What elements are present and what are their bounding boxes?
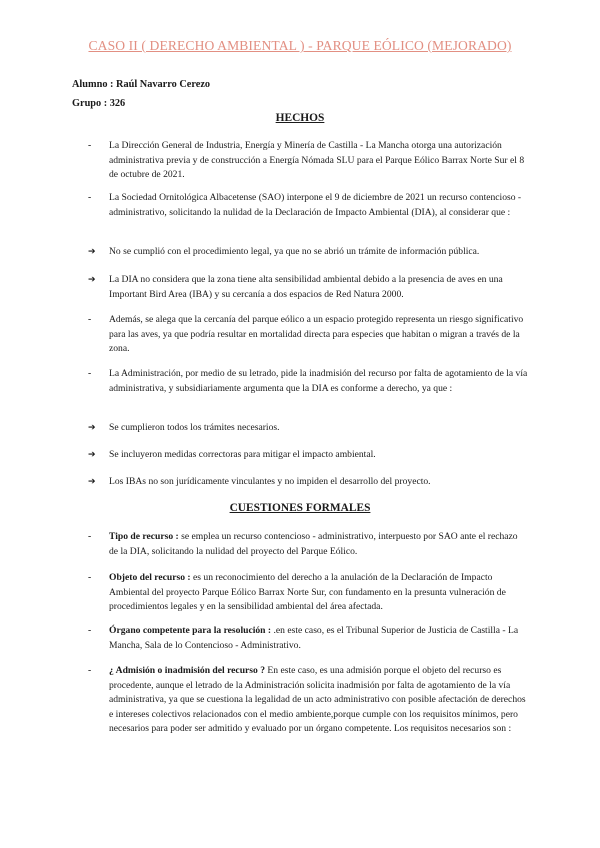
hechos-heading: HECHOS — [275, 112, 325, 124]
cuestiones-item-label: Tipo de recurso : — [109, 531, 179, 542]
hechos-item-text: La Administración, por medio de su letrado, pide la inadmisión del recurso por falta de agotamiento de la vía administrativa, y subsidiariamente argumenta que la DIA es conforme a derecho, ya que : — [109, 368, 528, 394]
cuestiones-item-text: .en este caso, es el Tribunal Superior de Justicia de Castilla - La Mancha, Sala de lo Contencioso - Administrativo. — [109, 625, 519, 651]
dash-bullet: - — [88, 192, 92, 203]
hechos-item-text: La DIA no considera que la zona tiene alta sensibilidad ambiental debido a la presencia de aves en una Important Bird Area (IBA) y su cercanía a dos espacios de Red Natura 2000. — [109, 274, 503, 300]
cuestiones-item-label: Órgano competente para la resolución : — [109, 625, 272, 636]
cuestiones-item-label: ¿ Admisión o inadmisión del recurso ? — [109, 665, 266, 676]
hechos-item-text: No se cumplió con el procedimiento legal, ya que no se abrió un trámite de información pública. — [109, 246, 480, 257]
hechos-item-text: La Dirección General de Industria, Energía y Minería de Castilla - La Mancha otorga una autorización administrativa previa y de construcción a Energía Nómada SLU para el Parque Eólico Barrax Norte Sur el 8 de octubre de 2021. — [109, 140, 525, 181]
arrow-bullet-icon: ➔ — [88, 423, 96, 433]
dash-bullet: - — [88, 140, 92, 151]
group-number: Grupo : 326 — [72, 98, 126, 109]
arrow-bullet-icon: ➔ — [88, 477, 96, 487]
arrow-bullet-icon: ➔ — [88, 247, 96, 257]
hechos-item-text: Los IBAs no son jurídicamente vinculantes y no impiden el desarrollo del proyecto. — [109, 476, 431, 487]
document-title: CASO II ( DERECHO AMBIENTAL ) - PARQUE EÓLICO (MEJORADO) — [88, 38, 512, 53]
cuestiones-heading: CUESTIONES FORMALES — [229, 502, 371, 514]
dash-bullet: - — [88, 572, 92, 583]
student-name: Alumno : Raúl Navarro Cerezo — [72, 79, 211, 90]
cuestiones-item-text: En este caso, es una admisión porque el objeto del recurso es procedente, aunque el letrado de la Administración solicita inadmisión por falta de agotamiento de la vía administrativa, ya que se cuestiona la legalidad de un acto administrativo con posible afectación de derechos e intereses colectivos relacionados con el medio ambiente,porque cumple con los requisitos mínimos, pero necesarios para poder ser admitido y evaluado por un órgano competente. Los requisitos necesarios son : — [109, 665, 526, 735]
dash-bullet: - — [88, 314, 92, 325]
dash-bullet: - — [88, 625, 92, 636]
dash-bullet: - — [88, 665, 92, 676]
hechos-item-text: Se cumplieron todos los trámites necesarios. — [109, 422, 280, 433]
cuestiones-item-label: Objeto del recurso : — [109, 572, 191, 583]
arrow-bullet-icon: ➔ — [88, 450, 96, 460]
dash-bullet: - — [88, 368, 92, 379]
hechos-item-text: Además, se alega que la cercanía del parque eólico a un espacio protegido representa un riesgo significativo para las aves, ya que podría resultar en mortalidad directa para especies que habitan o migran a través de la zona. — [109, 314, 524, 355]
cuestiones-item-text: es un reconocimiento del derecho a la anulación de la Declaración de Impacto Ambiental del proyecto Parque Eólico Barrax Norte Sur, con fundamento en la presunta vulneración de procedimientos legales y en la sensibilidad ambiental del área afectada. — [109, 572, 506, 613]
cuestiones-item-text: se emplea un recurso contencioso - administrativo, interpuesto por SAO ante el rechazo de la DIA, solicitando la nulidad del proyecto del Parque Eólico. — [109, 531, 518, 557]
hechos-item-text: La Sociedad Ornitológica Albacetense (SAO) interpone el 9 de diciembre de 2021 un recurso contencioso - administrativo, solicitando la nulidad de la Declaración de Impacto Ambiental (DIA), al considerar que : — [109, 192, 522, 218]
arrow-bullet-icon: ➔ — [88, 275, 96, 285]
dash-bullet: - — [88, 531, 92, 542]
hechos-item-text: Se incluyeron medidas correctoras para mitigar el impacto ambiental. — [109, 449, 376, 460]
